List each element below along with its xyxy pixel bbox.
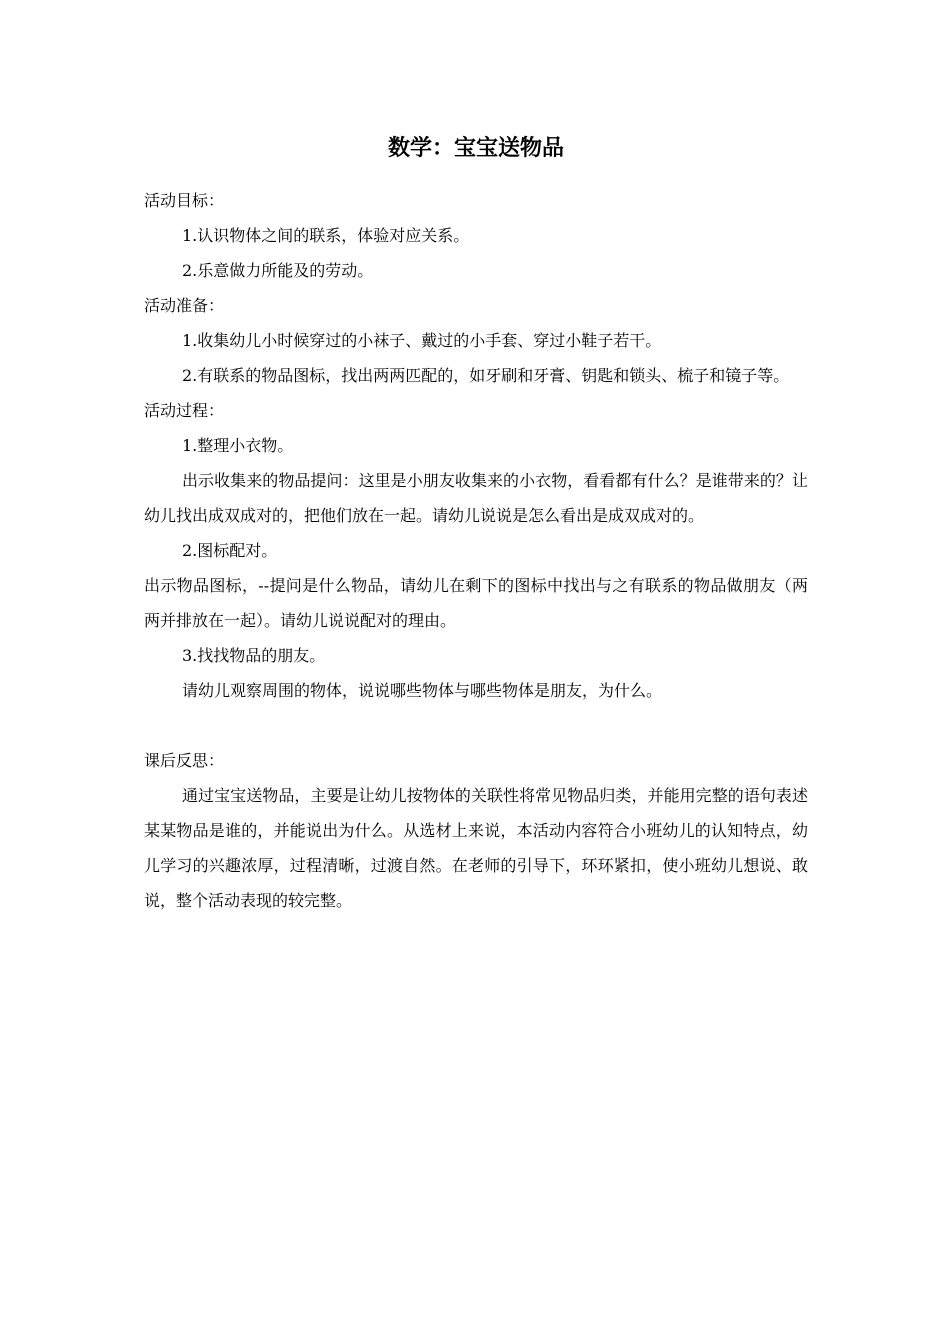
preparation-item: 2.有联系的物品图标，找出两两匹配的，如牙刷和牙膏、钥匙和锁头、梳子和镜子等。 <box>182 366 790 385</box>
reflection-heading: 课后反思： <box>144 751 225 770</box>
process-step-text: 出示收集来的物品提问：这里是小朋友收集来的小衣物，看看都有什么？是谁带来的？让幼儿找出成双成对的，把他们放在一起。请幼儿说说是怎么看出是成双成对的。 <box>144 471 808 525</box>
section-spacer <box>144 708 808 743</box>
process-step-title: 3.找找物品的朋友。 <box>182 646 326 665</box>
process-heading: 活动过程： <box>144 401 225 420</box>
process-step-title: 2.图标配对。 <box>182 541 278 560</box>
goals-heading: 活动目标： <box>144 191 225 210</box>
process-step-text: 请幼儿观察周围的物体，说说哪些物体与哪些物体是朋友，为什么。 <box>182 681 663 700</box>
preparation-heading: 活动准备： <box>144 296 225 315</box>
process-step-title: 1.整理小衣物。 <box>182 436 294 455</box>
process-step-text: 出示物品图标，--提问是什么物品，请幼儿在剩下的图标中找出与之有联系的物品做朋友（两两并排放在一起）。请幼儿说说配对的理由。 <box>144 576 808 630</box>
goal-item: 2.乐意做力所能及的劳动。 <box>182 261 374 280</box>
document-title: 数学：宝宝送物品 <box>387 136 564 161</box>
goal-item: 1.认识物体之间的联系，体验对应关系。 <box>182 226 470 245</box>
document-body <box>144 183 808 918</box>
preparation-item: 1.收集幼儿小时候穿过的小袜子、戴过的小手套、穿过小鞋子若干。 <box>182 331 662 350</box>
reflection-text: 通过宝宝送物品，主要是让幼儿按物体的关联性将常见物品归类，并能用完整的语句表述某某物品是谁的，并能说出为什么。从选材上来说，本活动内容符合小班幼儿的认知特点，幼儿学习的兴趣浓厚，过程清晰，过渡自然。在老师的引导下，环环紧扣，使小班幼儿想说、敢说，整个活动表现的较完整。 <box>144 786 808 910</box>
